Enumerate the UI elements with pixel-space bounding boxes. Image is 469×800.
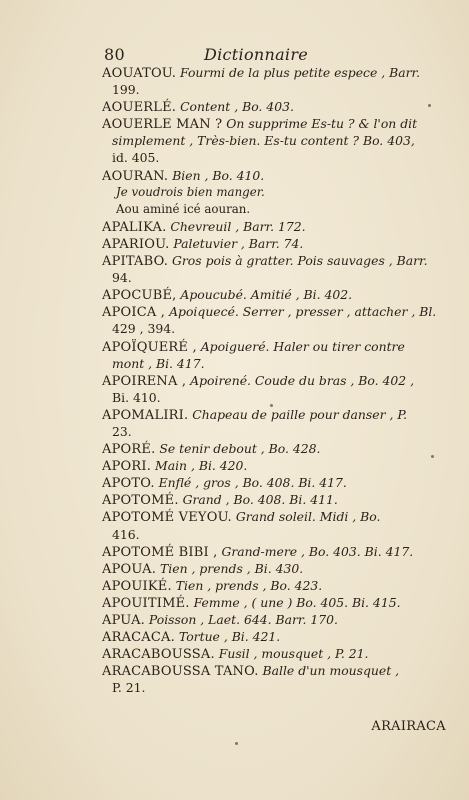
entry-headword: APOTO. xyxy=(102,476,155,492)
entry-definition: mont , Bi. 417. xyxy=(112,355,205,371)
entry-headword: AOUERLÉ. xyxy=(102,100,177,116)
entry-continuation xyxy=(102,526,446,543)
entry-continuation xyxy=(102,355,446,372)
entry-headword: APITABO. xyxy=(102,254,169,270)
entry-line xyxy=(102,440,446,457)
entry-reference: id. 405. xyxy=(112,150,160,166)
entry-definition: Balle d'un mousquet , xyxy=(258,663,400,679)
entry-headword: AOUERLE MAN ? xyxy=(102,117,223,133)
entry-continuation xyxy=(102,320,446,337)
entry-line xyxy=(102,286,446,303)
entry-definition: Se tenir debout , Bo. 428. xyxy=(155,441,321,457)
entry-headword: APOUIKÉ. xyxy=(102,578,172,594)
ink-speck xyxy=(428,104,431,107)
entry-headword: APUA. xyxy=(102,613,145,628)
entry-headword: APOÏQUERÉ , xyxy=(102,339,197,355)
page-number: 80 xyxy=(104,45,125,64)
entry-continuation xyxy=(102,132,446,149)
entry-definition: Paletuvier , Barr. 74. xyxy=(169,235,304,251)
entry-headword: APOUA. xyxy=(102,561,157,577)
entry-definition: Chevreuil , Barr. 172. xyxy=(166,218,306,234)
entry-line xyxy=(102,303,446,320)
entry-reference: P. 21. xyxy=(112,680,146,696)
entry-definition: Apoucubé. Amitié , Bi. 402. xyxy=(176,287,353,303)
entry-definition: Gros pois à gratter. Pois sauvages , Barr. xyxy=(168,253,428,269)
catchword: ARAIRACA xyxy=(371,719,446,734)
entry-line xyxy=(102,252,446,269)
entry-definition: Bien , Bo. 410. xyxy=(168,167,265,183)
entry-definition: Fusil , mousquet , P. 21. xyxy=(214,646,369,662)
entry-headword: APALIKA. xyxy=(102,219,167,235)
entry-line xyxy=(102,372,446,389)
entry-line xyxy=(102,491,446,508)
entry-definition: simplement , Très-bien. Es-tu content ? Bo. 403, xyxy=(112,133,415,149)
entry-line xyxy=(102,406,446,423)
entry-headword: ARACABOUSSA TANO. xyxy=(102,664,259,680)
page-header xyxy=(104,45,344,65)
entry-headword: APOMALIRI. xyxy=(102,407,189,423)
entry-reference: 199. xyxy=(112,82,140,98)
entry-line xyxy=(102,594,446,611)
entry-line xyxy=(102,508,446,525)
entry-reference: Bi. 410. xyxy=(112,389,161,405)
entry-headword: ARACACA. xyxy=(102,630,175,646)
entry-headword: AOURAN. xyxy=(102,168,169,184)
entry-headword: APARIOU. xyxy=(102,236,170,252)
entry-headword: APOTOMÉ. xyxy=(102,493,179,509)
entry-continuation xyxy=(102,149,446,166)
entry-line xyxy=(102,218,446,235)
entry-reference: 94. xyxy=(112,270,132,286)
entry-line xyxy=(102,543,446,560)
entry-continuation xyxy=(102,389,446,406)
entry-line xyxy=(102,98,446,115)
entry-example xyxy=(102,201,446,218)
entry-line xyxy=(102,474,446,491)
entry-definition: Grand , Bo. 408. Bi. 411. xyxy=(178,492,338,508)
entry-headword: APOIRENA , xyxy=(102,373,187,389)
entry-definition: Grand soleil. Midi , Bo. xyxy=(231,509,381,525)
entry-line xyxy=(102,645,446,662)
entry-definition: Apoirené. Coude du bras , Bo. 402 , xyxy=(186,372,415,388)
entry-definition: Poisson , Laet. 644. Barr. 170. xyxy=(144,612,338,627)
entry-headword: APOUITIMÉ. xyxy=(102,595,190,611)
entry-definition: Apoiquecé. Serrer , presser , attacher , Bl. xyxy=(165,304,437,320)
entry-headword: APORI. xyxy=(102,459,152,475)
entry-line xyxy=(102,167,446,184)
entry-line xyxy=(102,235,446,252)
entry-headword: ARACABOUSSA. xyxy=(102,647,215,663)
dictionary-entries xyxy=(102,64,446,696)
entry-reference: 416. xyxy=(112,526,140,542)
entry-definition: Content , Bo. 403. xyxy=(176,99,294,115)
entry-headword: APOTOMÉ VEYOU. xyxy=(102,510,232,526)
entry-definition: Main , Bi. 420. xyxy=(151,458,248,474)
ink-speck xyxy=(235,742,238,745)
entry-reference: 23. xyxy=(112,423,132,439)
ink-speck xyxy=(270,404,273,407)
entry-definition: Femme , ( une ) Bo. 405. Bi. 415. xyxy=(189,594,401,610)
entry-line xyxy=(102,577,446,594)
entry-headword: APORÉ. xyxy=(102,442,156,458)
entry-line xyxy=(102,64,446,81)
entry-line xyxy=(102,662,446,679)
entry-headword: APOCUBÉ, xyxy=(102,288,177,304)
entry-definition: Tortue , Bi. 421. xyxy=(174,629,281,645)
entry-line xyxy=(102,560,446,577)
example-french: Je voudrois bien manger. xyxy=(116,184,265,199)
entry-line xyxy=(102,457,446,474)
entry-line xyxy=(102,115,446,132)
entry-definition: On supprime Es-tu ? & l'on dit xyxy=(222,116,418,132)
entry-definition: Apoigueré. Haler ou tirer contre xyxy=(196,338,405,354)
entry-definition: Chapeau de paille pour danser , P. xyxy=(188,406,408,422)
entry-headword: APOICA , xyxy=(102,305,166,321)
entry-definition: Enflé , gros , Bo. 408. Bi. 417. xyxy=(154,475,347,491)
entry-example xyxy=(102,184,446,201)
entry-continuation xyxy=(102,423,446,440)
entry-line xyxy=(102,628,446,645)
entry-definition: Tien , prends , Bi. 430. xyxy=(156,560,304,576)
entry-continuation xyxy=(102,81,446,98)
entry-continuation xyxy=(102,679,446,696)
ink-speck xyxy=(431,455,434,458)
entry-line xyxy=(102,611,446,628)
example-native: Aou aminé icé aouran. xyxy=(116,201,251,216)
entry-reference: 429 , 394. xyxy=(112,321,176,337)
entry-definition: Fourmi de la plus petite espece , Barr. xyxy=(176,65,421,80)
entry-definition: Grand-mere , Bo. 403. Bi. 417. xyxy=(217,543,414,559)
entry-headword: AOUATOU. xyxy=(102,66,177,81)
entry-continuation xyxy=(102,269,446,286)
entry-definition: Tien , prends , Bo. 423. xyxy=(171,577,323,593)
page-title: Dictionnaire xyxy=(204,45,309,64)
entry-line xyxy=(102,338,446,355)
entry-headword: APOTOMÉ BIBI , xyxy=(102,544,218,560)
